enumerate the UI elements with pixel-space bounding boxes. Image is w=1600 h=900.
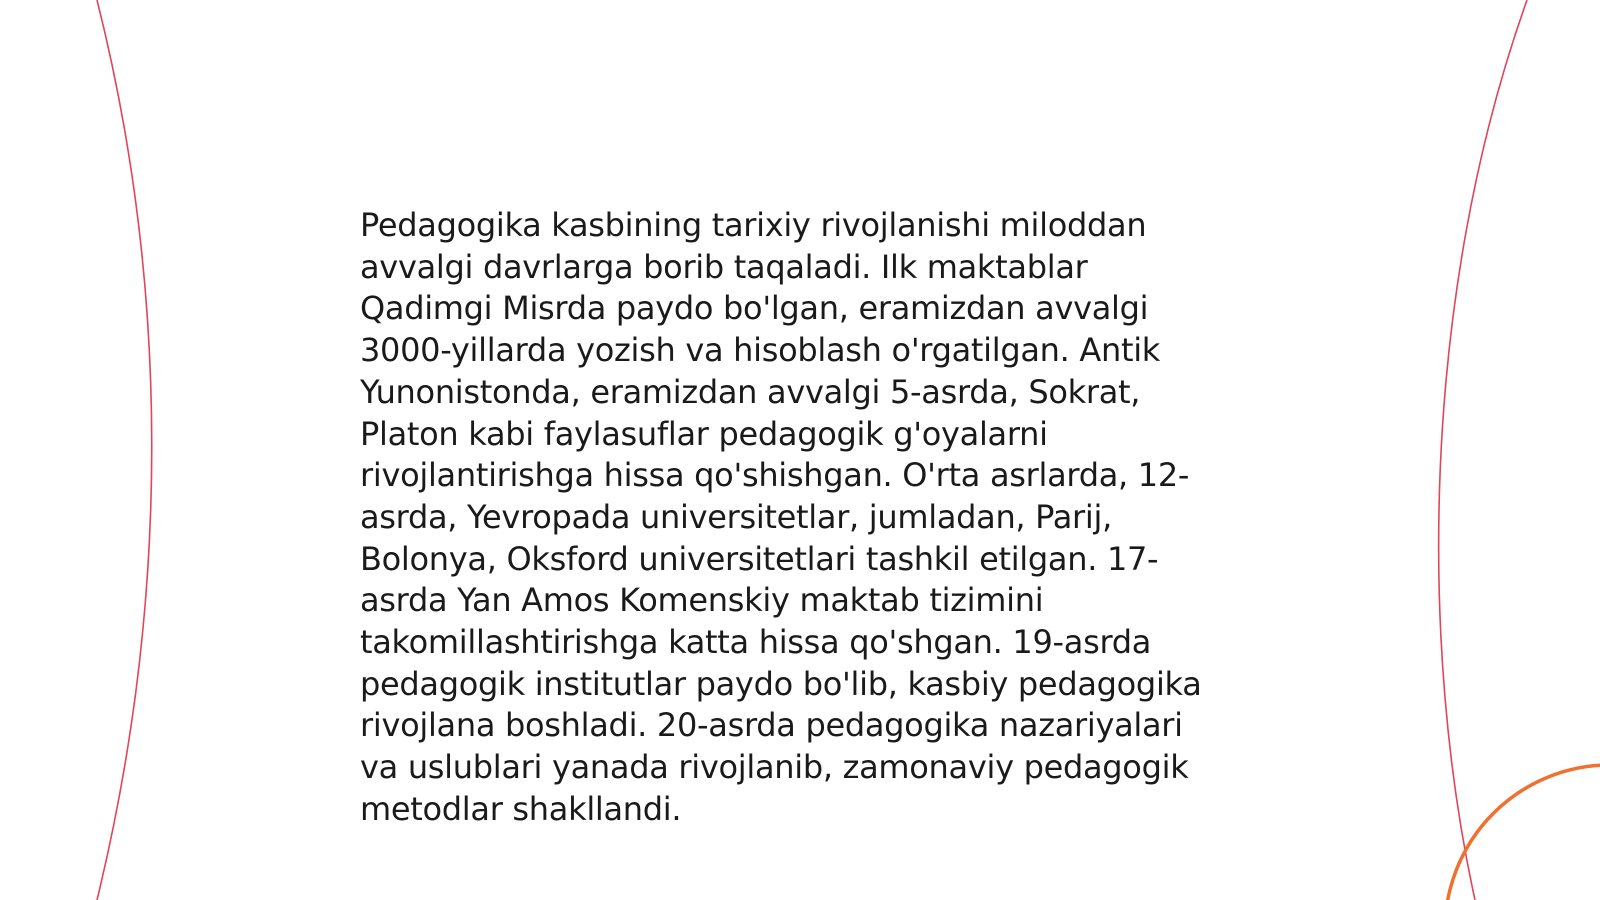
accent-circle (1445, 765, 1600, 900)
left-curve-line (97, 0, 152, 900)
slide-body-text: Pedagogika kasbining tarixiy rivojlanishi miloddan avvalgi davrlarga borib taqaladi. Ilk maktablar Qadimgi Misrda paydo bo'lgan, eramizdan avvalgi 3000-yillarda yozish va hisoblash o'rgatilgan. Antik Yunonistonda, eramizdan avvalgi 5-asrda, Sokrat, Platon kabi faylasuflar pedagogik g'oyalarni rivojlantirishga hissa qo'shishgan. O'rta asrlarda, 12- asrda, Yevropada universitetlar, jumladan, Parij, Bolonya, Oksford universitetlari tashkil etilgan. 17- asrda Yan Amos Komenskiy maktab tizimini takomillashtirishga katta hissa qo'shgan. 19-asrda pedagogik institutlar paydo bo'lib, kasbiy pedagogika rivojlana boshladi. 20-asrda pedagogika nazariyalari va uslublari yanada rivojlanib, zamonaviy pedagogik metodlar shakllandi. (360, 206, 1202, 828)
right-curve-line (1439, 0, 1527, 900)
